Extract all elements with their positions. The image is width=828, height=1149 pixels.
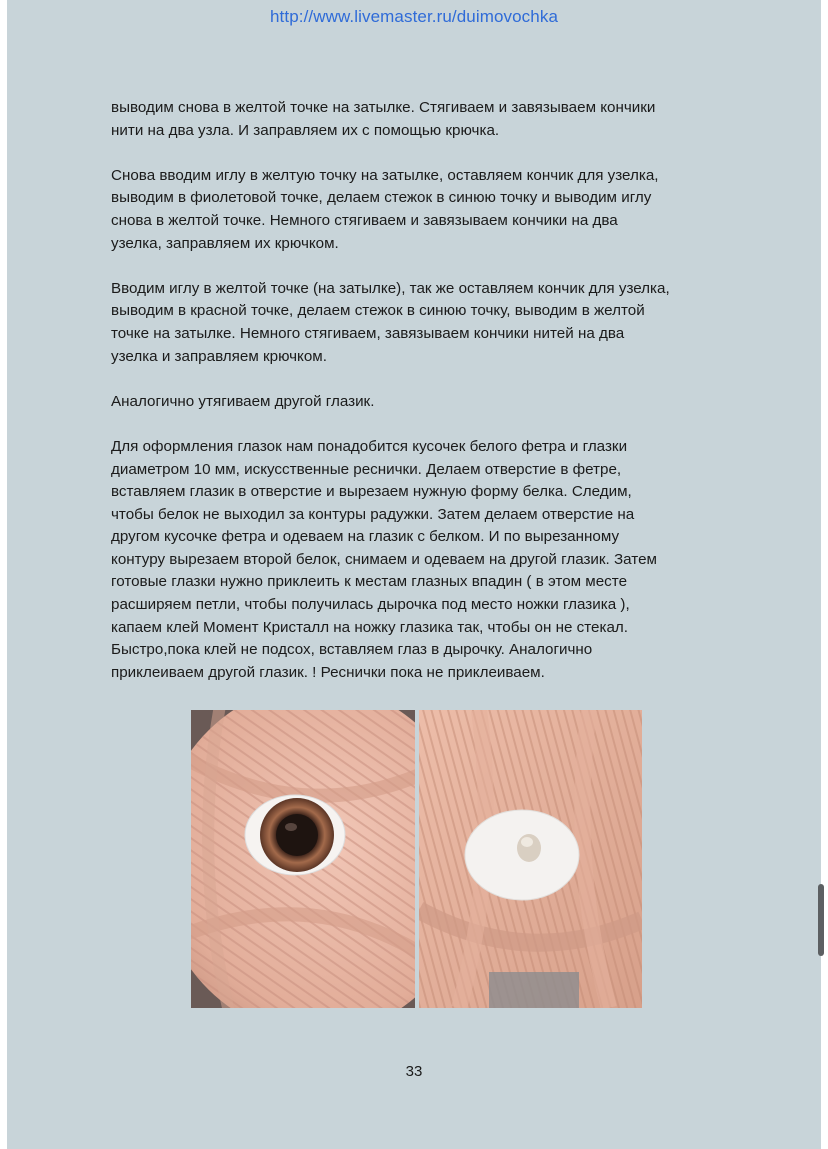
vertical-scrollbar[interactable] bbox=[818, 884, 824, 956]
instruction-text bbox=[111, 97, 731, 707]
paragraph-3: Вводим иглу в желтой точке (на затылке), так же оставляем кончик для узелка, выводим в красной точке, делаем стежок в синюю точку, выводим в желтой точке на затылке. Немного стягиваем, завязываем кончики нитей на два узелка и заправляем крючком. bbox=[111, 279, 670, 365]
paragraph-1: выводим снова в желтой точке на затылке. Стягиваем и завязываем кончики нити на два узла. И заправляем их с помощью крючка. bbox=[111, 99, 656, 139]
paragraph-4: Аналогично утягиваем другой глазик. bbox=[111, 392, 375, 410]
photo-eye-on-yarn-illustration bbox=[191, 710, 415, 1008]
photo-pair bbox=[191, 710, 642, 1008]
header-url-link[interactable]: http://www.livemaster.ru/duimovochka bbox=[270, 7, 558, 26]
page-edge-left bbox=[0, 0, 7, 1149]
paragraph-5: Для оформления глазок нам понадобится кусочек белого фетра и глазки диаметром 10 мм, искусственные реснички. Делаем отверстие в фетре, вставляем глазик в отверстие и вырезаем нужную форму белка. Следим, чтобы белок не выходил за контуры радужки. Затем делаем отверстие на другом кусочке фетра и одеваем на глазик с белком. И по вырезанному контуру вырезаем второй белок, снимаем и одеваем на другой глазик. Затем готовые глазки нужно приклеить к местам глазных впадин ( в этом месте расширяем петли, чтобы получилась дырочка под место ножки глазика ), капаем клей Момент Кристалл на ножку глазика так, чтобы он не стекал. Быстро,пока клей не подсох, вставляем глаз в дырочку. Аналогично приклеиваем другой глазик. ! Реснички пока не приклеиваем. bbox=[111, 437, 657, 681]
paragraph-2: Снова вводим иглу в желтую точку на затылке, оставляем кончик для узелка, выводим в фиолетовой точке, делаем стежок в синюю точку и выводим иглу снова в желтой точке. Немного стягиваем и завязываем кончики на два узелка, заправляем их крючком. bbox=[111, 166, 659, 252]
photo-felt-on-yarn bbox=[419, 710, 642, 1008]
page-edge-right bbox=[821, 0, 828, 1149]
photo-eye-on-yarn bbox=[191, 710, 415, 1008]
page-number: 33 bbox=[405, 1063, 423, 1080]
photo-felt-on-yarn-illustration bbox=[419, 710, 642, 1008]
